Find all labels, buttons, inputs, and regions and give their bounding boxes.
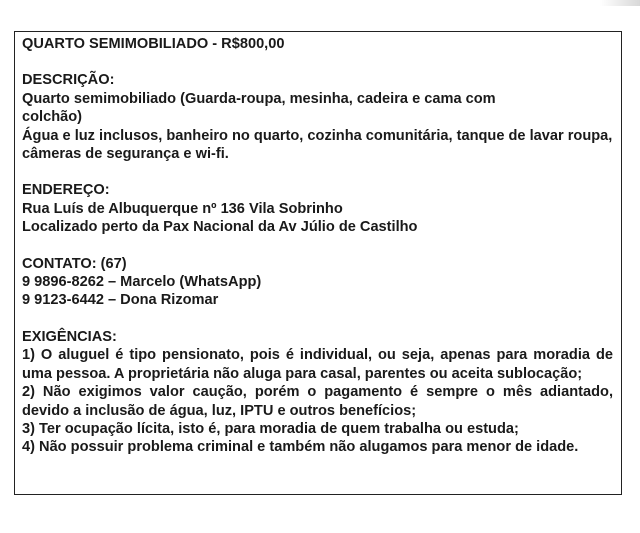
requirements-heading: EXIGÊNCIAS: bbox=[22, 328, 117, 345]
address-section bbox=[22, 181, 613, 236]
requirement-item: 1) O aluguel é tipo pensionato, pois é individual, ou seja, apenas para moradia de uma pessoa. A proprietária não aluga para casal, parentes ou aceita sublocação; bbox=[22, 347, 613, 382]
notice-title: QUARTO SEMIMOBILIADO - R$800,00 bbox=[22, 36, 285, 52]
description-section bbox=[22, 71, 613, 163]
contact-section bbox=[22, 255, 613, 310]
rental-notice bbox=[14, 31, 622, 495]
description-line: Quarto semimobiliado (Guarda-roupa, mesinha, cadeira e cama com colchão) bbox=[22, 90, 496, 126]
address-heading: ENDEREÇO: bbox=[22, 182, 110, 199]
address-line: Rua Luís de Albuquerque nº 136 Vila Sobrinho bbox=[22, 200, 343, 217]
contact-phone: 9 9123-6442 – Dona Rizomar bbox=[22, 292, 219, 309]
requirement-item: 2) Não exigimos valor caução, porém o pagamento é sempre o mês adiantado, devido a inclusão de água, luz, IPTU e outros benefícios; bbox=[22, 384, 613, 419]
contact-heading: CONTATO: (67) bbox=[22, 255, 127, 272]
requirement-item: 3) Ter ocupação lícita, isto é, para moradia de quem trabalha ou estuda; bbox=[22, 420, 519, 437]
page-corner-shadow bbox=[600, 0, 640, 6]
contact-phone: 9 9896-8262 – Marcelo (WhatsApp) bbox=[22, 274, 262, 291]
requirement-item: 4) Não possuir problema criminal e também não alugamos para menor de idade. bbox=[22, 439, 579, 456]
address-line: Localizado perto da Pax Nacional da Av Júlio de Castilho bbox=[22, 219, 418, 236]
description-line: Água e luz inclusos, banheiro no quarto, cozinha comunitária, tanque de lavar roupa, câmeras de segurança e wi-fi. bbox=[22, 127, 613, 163]
requirements-section bbox=[22, 328, 613, 457]
description-heading: DESCRIÇÃO: bbox=[22, 72, 115, 89]
